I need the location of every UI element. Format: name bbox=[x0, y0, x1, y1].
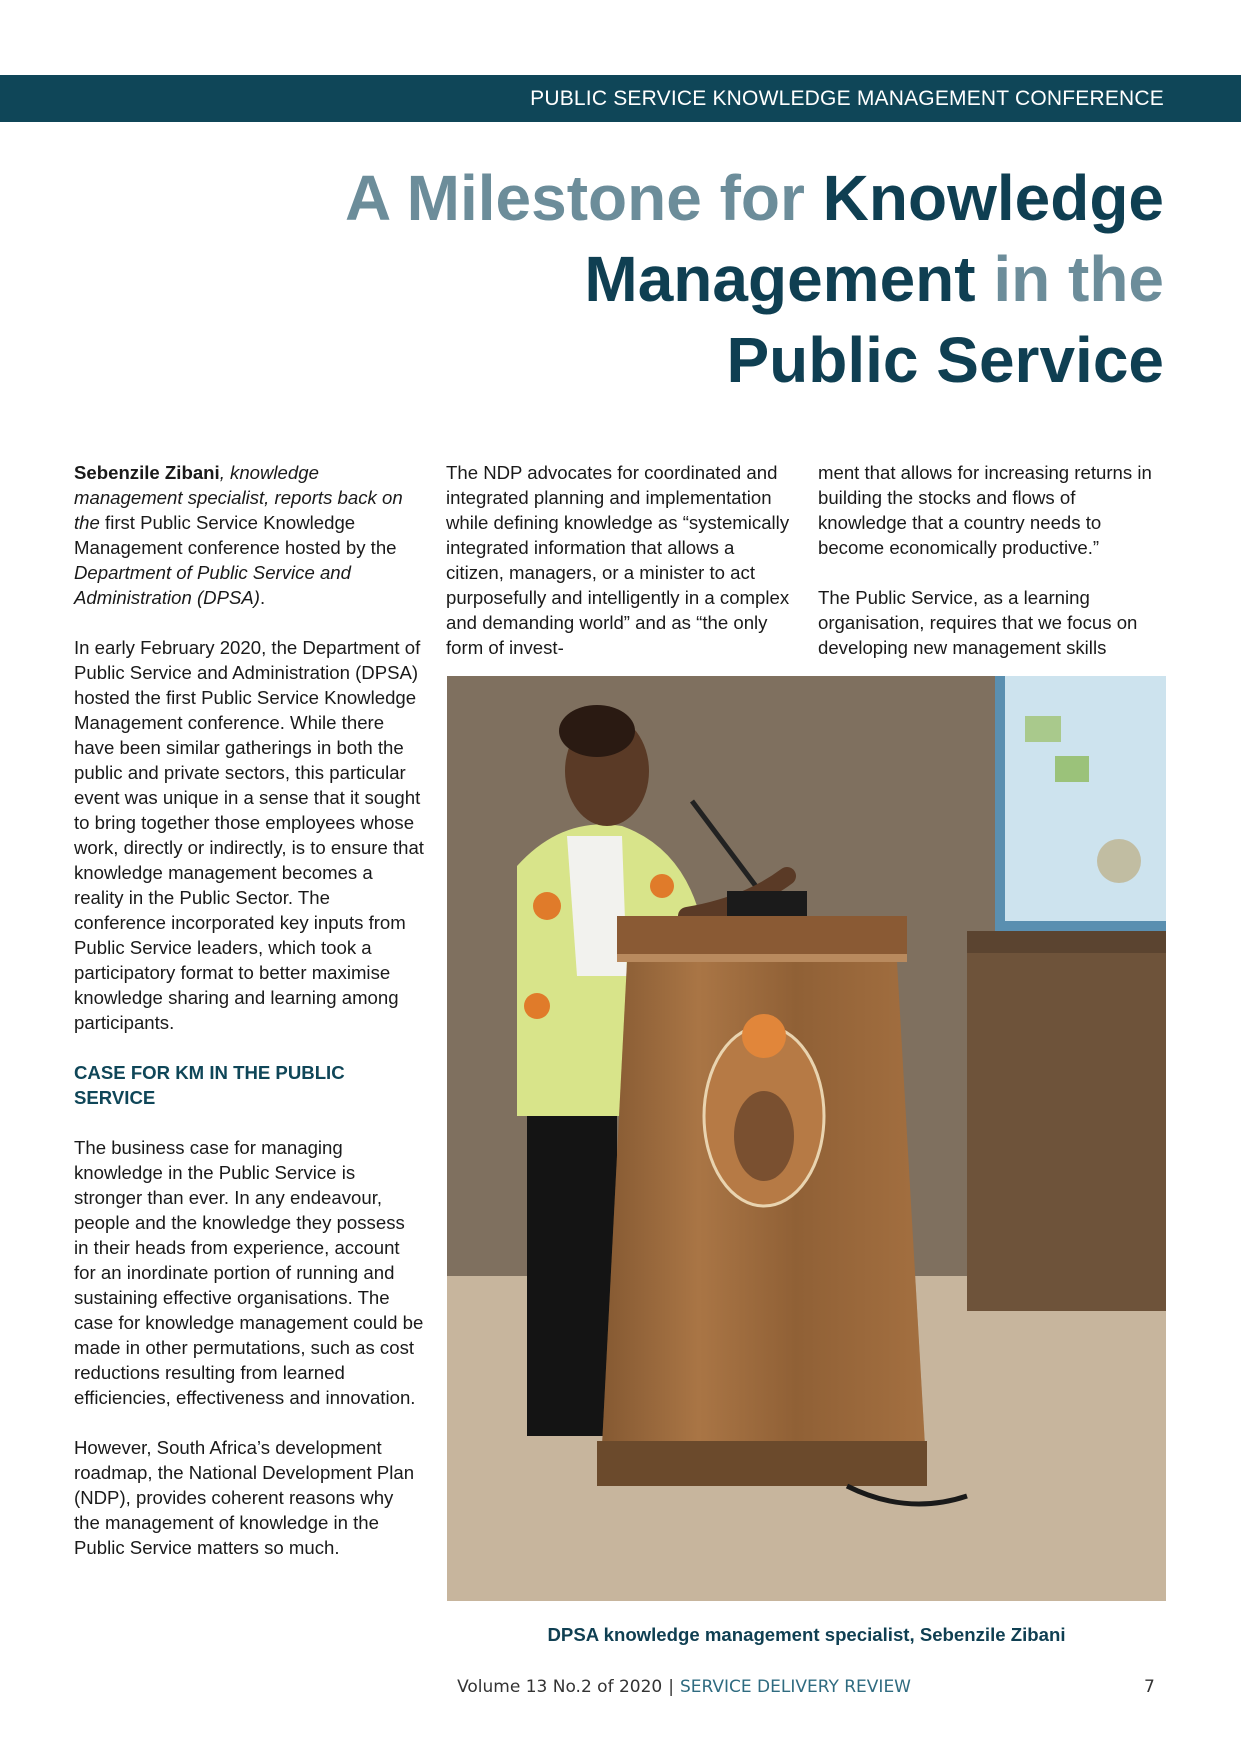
body-paragraph: The Public Service, as a learning organisation, requires that we focus on developing new management skills bbox=[818, 587, 1138, 658]
column-1 bbox=[74, 460, 424, 1585]
page-number: 7 bbox=[1144, 1677, 1155, 1697]
header-banner bbox=[0, 75, 1241, 122]
page-title bbox=[264, 158, 1164, 401]
intro-lead: , knowledge management specialist, reports back on the bbox=[74, 462, 403, 533]
column-3 bbox=[818, 460, 1168, 685]
photo-caption: DPSA knowledge management specialist, Sebenzile Zibani bbox=[547, 1624, 1066, 1645]
footer-issue: Volume 13 No.2 of 2020 bbox=[457, 1677, 663, 1697]
footer bbox=[457, 1677, 911, 1697]
speaker-photo bbox=[447, 676, 1166, 1601]
column-2 bbox=[446, 460, 796, 685]
body-paragraph: The business case for managing knowledge in the Public Service is stronger than ever. In any endeavour, people and the knowledge they possess in their heads from experience, account for an inordinate portion of running and sustaining effective organisations. The case for knowledge management could be made in other permutations, such as cost reductions resulting from learned efficiencies, effectiveness and innovation. bbox=[74, 1137, 424, 1408]
body-paragraph: In early February 2020, the Department of Public Service and Administration (DPSA) hosted the first Public Service Knowledge Management conference. While there have been similar gatherings in both the public and private sectors, this particular event was unique in a sense that it sought to bring together those employees whose work, directly or indirectly, is to ensure that knowledge management becomes a reality in the Public Sector. The conference incorporated key inputs from Public Service leaders, which took a participatory format to better maximise knowledge sharing and learning among participants. bbox=[74, 637, 424, 1033]
intro-end: . bbox=[260, 587, 266, 608]
title-line1-a: A Milestone for bbox=[345, 162, 823, 234]
banner-title: PUBLIC SERVICE KNOWLEDGE MANAGEMENT CONFERENCE bbox=[530, 87, 1164, 110]
title-line2-b: in the bbox=[975, 243, 1164, 315]
body-paragraph: However, South Africa’s development roadmap, the National Development Plan (NDP), provides coherent reasons why the management of knowledge in the Public Service matters so much. bbox=[74, 1437, 415, 1558]
footer-separator: | bbox=[668, 1677, 674, 1697]
title-line2-a: Management bbox=[584, 243, 976, 315]
body-paragraph: The NDP advocates for coordinated and integrated planning and implementation while defining knowledge as “systemically integrated information that allows a citizen, managers, or a minister to act purposefully and intelligently in a complex and demanding world” and as “the only form of invest- bbox=[446, 462, 790, 658]
intro-mid: first Public Service Knowledge Management conference hosted by the bbox=[74, 512, 397, 558]
section-heading: CASE FOR KM IN THE PUBLIC SERVICE bbox=[74, 1062, 345, 1108]
title-line3: Public Service bbox=[726, 324, 1164, 396]
footer-magazine: SERVICE DELIVERY REVIEW bbox=[679, 1677, 911, 1697]
intro-paragraph bbox=[74, 460, 424, 610]
body-paragraph: ment that allows for increasing returns in building the stocks and flows of knowledge that a country needs to become economically productive.” bbox=[818, 462, 1152, 558]
title-line1-b: Knowledge bbox=[822, 162, 1164, 234]
author-name: Sebenzile Zibani bbox=[74, 462, 220, 483]
intro-org: Department of Public Service and Administration (DPSA) bbox=[74, 562, 351, 608]
